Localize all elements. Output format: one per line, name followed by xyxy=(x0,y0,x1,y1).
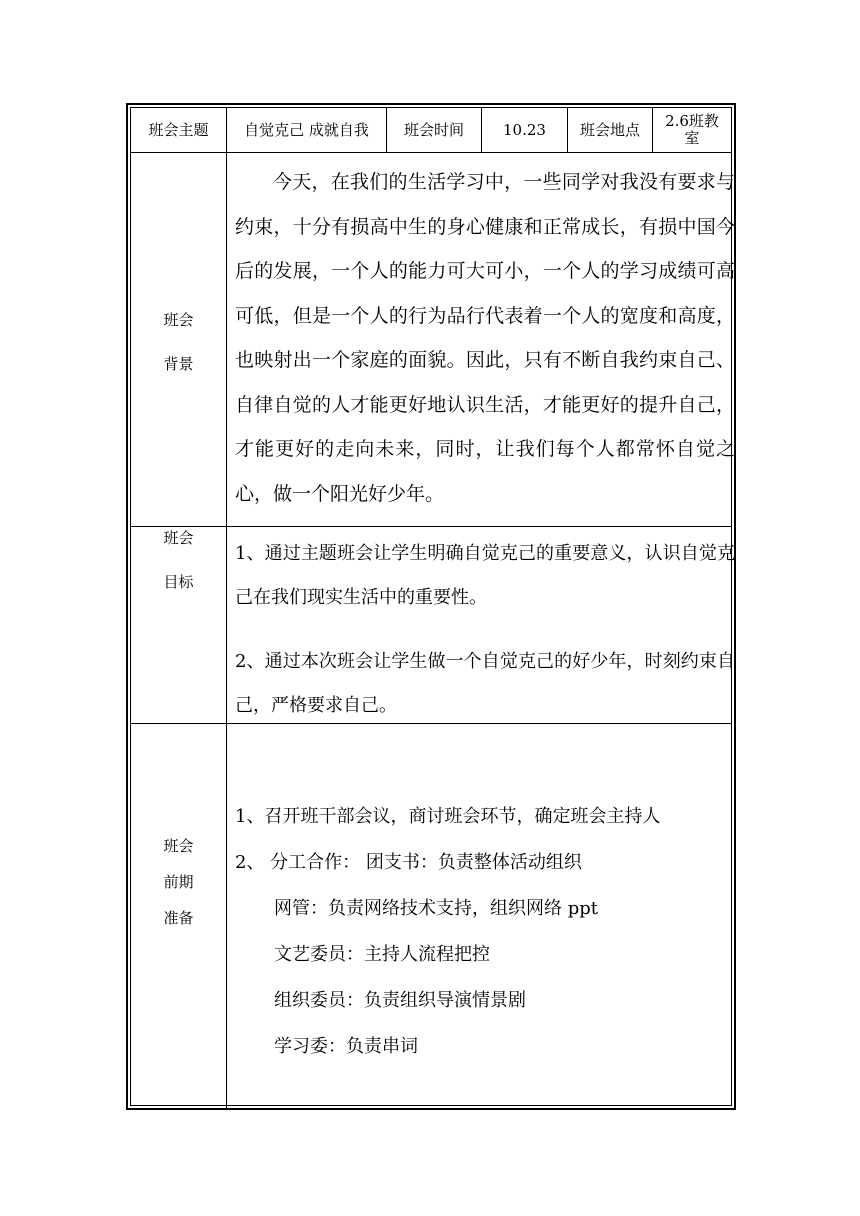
time-label: 班会时间 xyxy=(403,121,464,139)
preparation-label-line1: 班会 xyxy=(163,837,194,855)
prep-line-6: 学习委：负责串词 xyxy=(274,1036,418,1057)
row-divider xyxy=(131,152,731,153)
preparation-label xyxy=(131,828,226,936)
background-label xyxy=(131,298,226,386)
place-value-cell xyxy=(653,108,731,152)
prep-line-5: 组织委员：负责组织导演情景剧 xyxy=(274,990,526,1011)
column-divider xyxy=(226,108,227,1109)
topic-label-cell xyxy=(131,108,226,152)
prep-line-2: 2、 分工合作： 团支书：负责整体活动组织 xyxy=(235,852,582,873)
goals-label xyxy=(131,516,226,604)
place-label-cell xyxy=(568,108,652,152)
place-value-line2: 室 xyxy=(684,129,700,147)
goals-label-line2: 目标 xyxy=(163,573,194,591)
goal-item-2: 2、通过本次班会让学生做一个自觉克己的好少年，时刻约束自己，严格要求自己。 xyxy=(235,651,735,716)
preparation-label-line3: 准备 xyxy=(163,909,194,927)
topic-label: 班会主题 xyxy=(148,121,209,139)
time-label-cell xyxy=(387,108,481,152)
lesson-plan-table xyxy=(126,103,736,1110)
table-inner xyxy=(130,107,735,1106)
prep-line-1: 1、召开班干部会议，商讨班会环节，确定班会主持人 xyxy=(235,806,661,827)
topic-value-cell xyxy=(227,108,386,152)
time-value-cell xyxy=(482,108,567,152)
prep-line-4: 文艺委员：主持人流程把控 xyxy=(274,944,490,965)
background-label-line2: 背景 xyxy=(163,355,194,373)
goal-item-1: 1、通过主题班会让学生明确自觉克己的重要意义，认识自觉克己在我们现实生活中的重要性。 xyxy=(235,543,735,608)
background-text: 今天，在我们的生活学习中，一些同学对我没有要求与约束，十分有损高中生的身心健康和正常成长，有损中国今后的发展，一个人的能力可大可小，一个人的学习成绩可高可低，但是一个人的行为品行代表着一个人的宽度和高度，也映射出一个家庭的面貌。因此，只有不断自我约束自己、自律自觉的人才能更好地认识生活，才能更好的提升自己，才能更好的走向未来，同时，让我们每个人都常怀自觉之心，做一个阳光好少年。 xyxy=(235,171,735,505)
place-value-line1: 2.6班教 xyxy=(665,112,719,130)
prep-line-3: 网管：负责网络技术支持，组织网络 ppt xyxy=(274,898,598,919)
goals-label-line1: 班会 xyxy=(163,529,194,547)
preparation-label-line2: 前期 xyxy=(163,873,194,891)
background-label-line1: 班会 xyxy=(163,311,194,329)
time-value: 10.23 xyxy=(503,121,546,139)
place-label: 班会地点 xyxy=(579,121,640,139)
topic-value: 自觉克己 成就自我 xyxy=(244,121,369,139)
